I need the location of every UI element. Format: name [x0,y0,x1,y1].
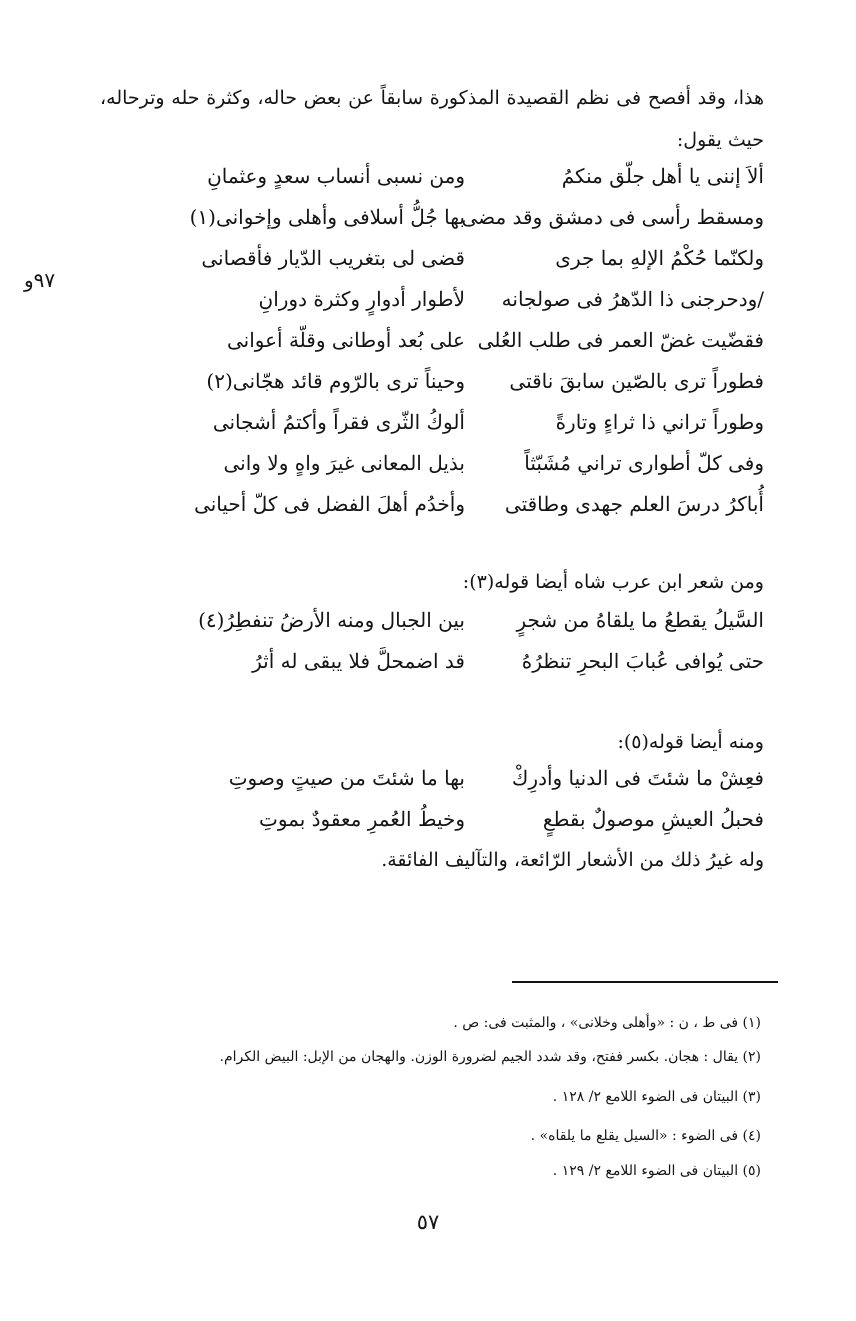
poem1-verse [150,445,764,481]
verse-first-hemistich: ولكنّما حُكْمُ الإلهِ بما جرى [555,246,764,270]
footnote: (١) فى ط ، ن : «وأهلى وخلانى» ، والمثبت فى: ص . [453,1015,761,1031]
footnote: (٣) البيتان فى الضوء اللامع ٢/ ١٢٨ . [552,1089,761,1105]
verse-second-hemistich: بين الجبال ومنه الأرضُ تنفطِرُ(٤) [198,608,465,632]
poem2-verse [150,643,764,679]
verse-second-hemistich: وحيناً ترى بالرّوم قائد هجّانى(٢) [206,369,465,393]
verse-second-hemistich: قضى لى بتغريب الدّيار فأقصانى [201,246,465,270]
verse-second-hemistich: وخيطُ العُمرِ معقودٌ بموتِ [258,807,465,831]
poem1-verse [150,240,764,276]
intro-line-1: هذا، وقد أفصح فى نظم القصيدة المذكورة سابقاً عن بعض حاله، وكثرة حله وترحاله، [100,87,764,109]
verse-second-hemistich: بذيل المعانى غيرَ واهٍ ولا وانى [223,451,465,475]
verse-second-hemistich: وأخدُم أهلَ الفضل فى كلّ أحيانى [194,492,465,516]
margin-folio-note: ٩٧و [24,268,56,292]
page-number: ٥٧ [416,1210,440,1234]
verse-second-hemistich: قد اضمحلَّ فلا يبقى له أثرُ [252,649,465,673]
intro-line-2: حيث يقول: [676,129,764,151]
poem3-verse [150,760,764,796]
verse-first-hemistich: حتى يُوافى عُبابَ البحرِ تنظرُهُ [521,649,764,673]
verse-first-hemistich: فقضّيت غضّ العمر فى طلب العُلى [477,328,764,352]
verse-second-hemistich: ألوكُ الثّرى فقراً وأكتمُ أشجانى [212,410,465,434]
verse-first-hemistich: السَّيلُ يقطعُ ما يلقاهُ من شجرٍ [516,608,764,632]
verse-first-hemistich: وفى كلّ أطوارى تراني مُشَبّثاً [524,451,764,475]
poem1-verse [150,281,764,317]
verse-first-hemistich: وطوراً تراني ذا ثراءٍ وتارةً [555,410,764,434]
verse-first-hemistich: ومسقط رأسى فى دمشق وقد مضى [461,205,764,229]
poem1-verse [150,404,764,440]
poem1-verse [150,322,764,358]
verse-first-hemistich: فعِشْ ما شئتَ فى الدنيا وأدرِكْ [511,766,764,790]
verse-first-hemistich: /ودحرجنى ذا الدّهرُ فى صولجانه [501,287,764,311]
verse-second-hemistich: لأطوار أدوارٍ وكثرة دورانِ [258,287,465,311]
footnote: (٢) يقال : هجان. بكسر ففتح، وقد شدد الجيم لضرورة الوزن. والهجان من الإبل: البيض الكرام. [219,1049,761,1065]
verse-first-hemistich: أُباكرُ درسَ العلم جهدى وطاقتى [504,492,764,516]
verse-first-hemistich: فحبلُ العيشِ موصولٌ بقطعٍ [542,807,764,831]
verse-second-hemistich: بها ما شئتَ من صيتٍ وصوتِ [228,766,465,790]
section2-intro: ومن شعر ابن عرب شاه أيضا قوله(٣): [462,571,764,593]
footnote: (٥) البيتان فى الضوء اللامع ٢/ ١٢٩ . [552,1163,761,1179]
poem1-verse [150,199,764,235]
poem3-verse [150,801,764,837]
section3-intro: ومنه أيضا قوله(٥): [617,731,764,753]
poem1-verse [150,158,764,194]
verse-first-hemistich: ألاَ إننى يا أهل جلّق منكمُ [561,164,764,188]
footnote-separator [512,981,778,983]
poem2-verse [150,602,764,638]
verse-second-hemistich: بها جُلُّ أسلافى وأهلى وإخوانى(١) [189,205,465,229]
footnote: (٤) فى الضوء : «السيل يقلع ما يلقاه» . [530,1128,761,1144]
closing-line: وله غيرُ ذلك من الأشعار الرّائعة، والتآليف الفائقة. [381,849,764,871]
poem1-verse [150,363,764,399]
poem1-verse [150,486,764,522]
verse-second-hemistich: على بُعد أوطانى وقلّة أعوانى [226,328,465,352]
verse-second-hemistich: ومن نسبى أنساب سعدٍ وعثمانِ [207,164,465,188]
verse-first-hemistich: فطوراً ترى بالصّين سابقَ ناقتى [509,369,764,393]
